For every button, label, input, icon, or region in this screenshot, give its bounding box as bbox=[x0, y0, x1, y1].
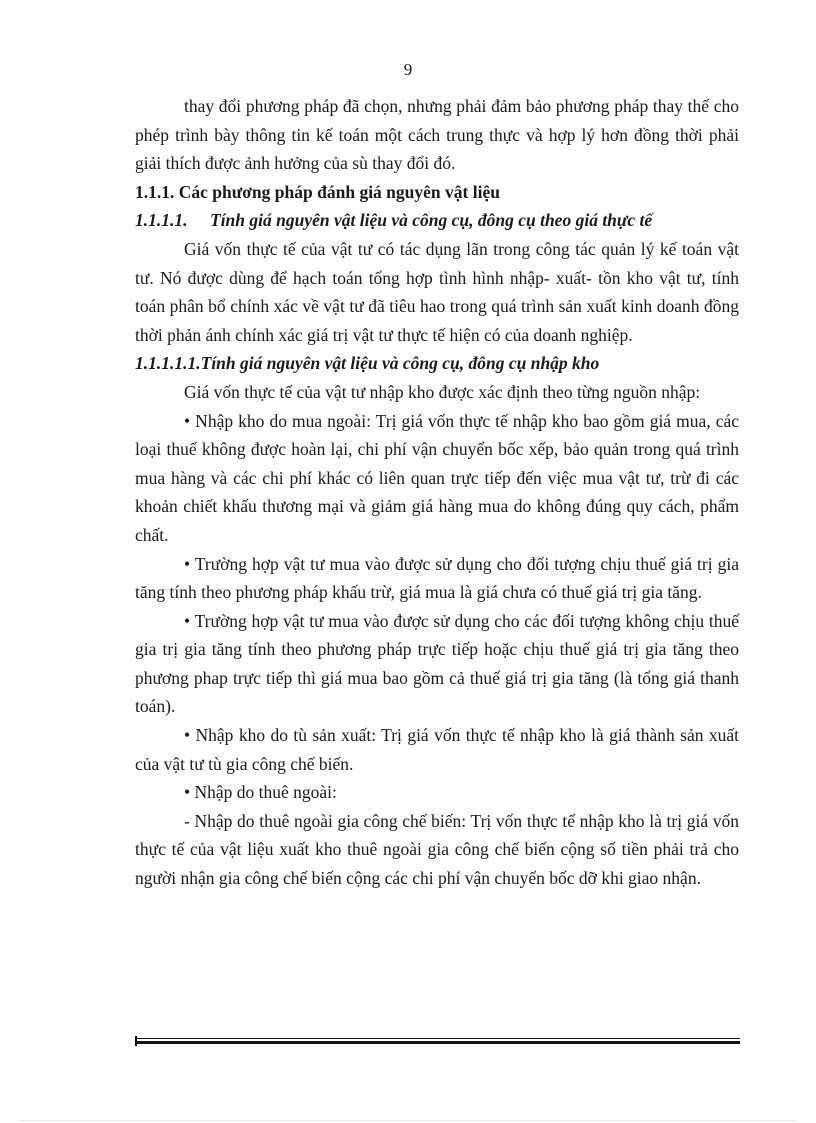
section-heading: 1.1.1. Các phương pháp đánh giá nguyên vật liệu bbox=[135, 181, 500, 202]
subsection-number: 1.1.1.1. bbox=[135, 210, 188, 231]
page-number: 9 bbox=[403, 60, 413, 79]
subsection-heading bbox=[135, 206, 739, 235]
document-body bbox=[135, 92, 739, 893]
footer-rule bbox=[135, 1036, 740, 1046]
bullet-paragraph: • Trường hợp vật tư mua vào được sử dụng cho các đối tượng không chịu thuế gia trị gia tăng tính theo phương pháp trực tiếp hoặc chịu thuế giá trị gia tăng theo phương phap trực tiếp thì giá mua bao gồm cả thuế giá trị gia tăng (là tổng giá thanh toán). bbox=[135, 610, 739, 717]
bullet-paragraph: • Nhập kho do mua ngoài: Trị giá vốn thực tế nhập kho bao gồm giá mua, các loại thuế không được hoàn lại, chi phí vận chuyển bốc xếp, bảo quản trong quá trình mua hàng và các chi phí khác có liên quan trực tiếp đến việc mua vật tư, trừ đi các khoản chiết khấu thương mại và giảm giá hàng mua do không đúng quy cách, phẩm chất. bbox=[135, 410, 739, 545]
paragraph: thay đổi phương pháp đã chọn, nhưng phải đảm bảo phương pháp thay thế cho phép trình bày thông tin kế toán một cách trung thực và hợp lý hơn đồng thời phải giải thích được ảnh hưởng của sù thay đổi đó. bbox=[135, 96, 739, 174]
footer-rule-line-thick bbox=[135, 1041, 740, 1044]
bullet-paragraph: • Trường hợp vật tư mua vào được sử dụng cho đối tượng chịu thuế giá trị gia tăng tính theo phương pháp khấu trừ, giá mua là giá chưa có thuế giá trị gia tăng. bbox=[135, 553, 739, 603]
dash-paragraph: - Nhập do thuê ngoài gia công chế biến: Trị vốn thực tế nhập kho là trị giá vốn thực tế của vật liệu xuất kho thuê ngoài gia công chế biến cộng số tiền phải trả cho người nhận gia công chế biến cộng các chi phí vận chuyển bốc dỡ khi giao nhận. bbox=[135, 810, 739, 889]
subsection-title: Tính giá nguyên vật liệu và công cụ, đông cụ theo giá thực tế bbox=[210, 210, 653, 231]
subsubsection-heading: 1.1.1.1.1.Tính giá nguyên vật liệu và công cụ, đông cụ nhập kho bbox=[135, 353, 600, 374]
footer-rule-line-thin bbox=[135, 1038, 740, 1039]
paragraph: Giá vốn thực tế của vật tư có tác dụng lãn trong công tác quản lý kế toán vật tư. Nó được dùng để hạch toán tổng hợp tình hình nhập- xuất- tồn kho vật tư, tính toán phân bổ chính xác về vật tư đã tiêu hao trong quá trình sản xuất kinh doanh đồng thời phản ánh chính xác giá trị vật tư thực tế hiện có của doanh nghiệp. bbox=[135, 238, 739, 345]
paragraph: Giá vốn thực tế của vật tư nhập kho được xác định theo từng nguồn nhập: bbox=[184, 381, 701, 402]
bullet-paragraph: • Nhập do thuê ngoài: bbox=[184, 782, 337, 803]
page-edge bbox=[20, 1120, 796, 1121]
bullet-paragraph: • Nhập kho do tù sản xuất: Trị giá vốn thực tế nhập kho là giá thành sản xuất của vật tư tù gia công chế biến. bbox=[135, 725, 739, 774]
